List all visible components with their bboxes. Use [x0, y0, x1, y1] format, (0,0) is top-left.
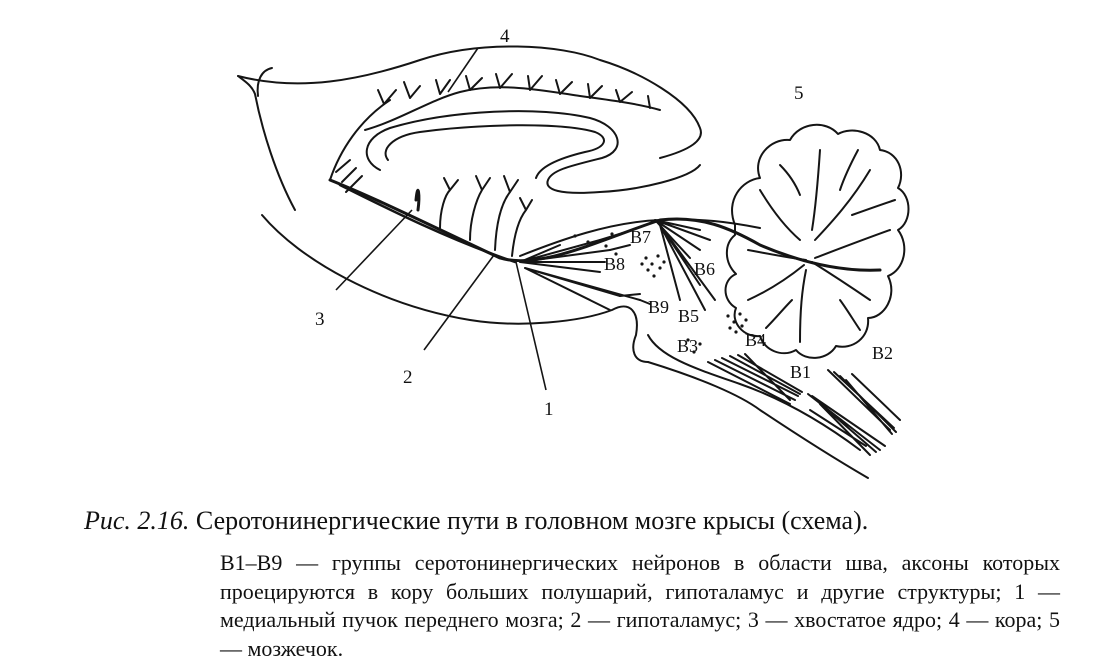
label-b4: B4: [745, 330, 767, 350]
figure-number: Рис. 2.16.: [84, 506, 190, 535]
leader-line-2: [424, 255, 494, 350]
label-2: 2: [403, 367, 413, 388]
label-1: 1: [544, 399, 554, 420]
label-b9: B9: [648, 297, 670, 317]
label-4: 4: [500, 26, 510, 47]
cortex-inner-loop: [367, 111, 700, 193]
figure-description: B1–B9 — группы серотонинергических нейронов в области шва, аксоны которых проецируются в кору больших полушарий, гипоталамус и другие структуры; 1 — медиальный пучок переднего мозга; 2 — гипоталамус; 3 — хвостатое ядро; 4 — кора; 5 — мозжечок.: [220, 550, 1060, 661]
label-3: 3: [315, 309, 325, 330]
label-5: 5: [794, 83, 804, 104]
figure-caption: [84, 503, 1084, 539]
label-b5: B5: [678, 306, 700, 326]
figure-title: Серотонинергические пути в головном мозге крысы (схема).: [195, 506, 869, 535]
cortex-inner-loop-2: [386, 125, 604, 178]
brain-outline-front: [238, 76, 295, 210]
label-b7: B7: [630, 227, 652, 247]
label-b6: B6: [694, 259, 716, 279]
label-b8: B8: [604, 254, 626, 274]
leader-line-1: [516, 262, 546, 390]
cortical-projection: [330, 100, 390, 180]
label-b1: B1: [790, 362, 812, 382]
brain-outline-dorsal: [238, 46, 701, 158]
label-b3: B3: [677, 336, 699, 356]
leader-line-3: [336, 210, 412, 290]
label-b2: B2: [872, 343, 894, 363]
